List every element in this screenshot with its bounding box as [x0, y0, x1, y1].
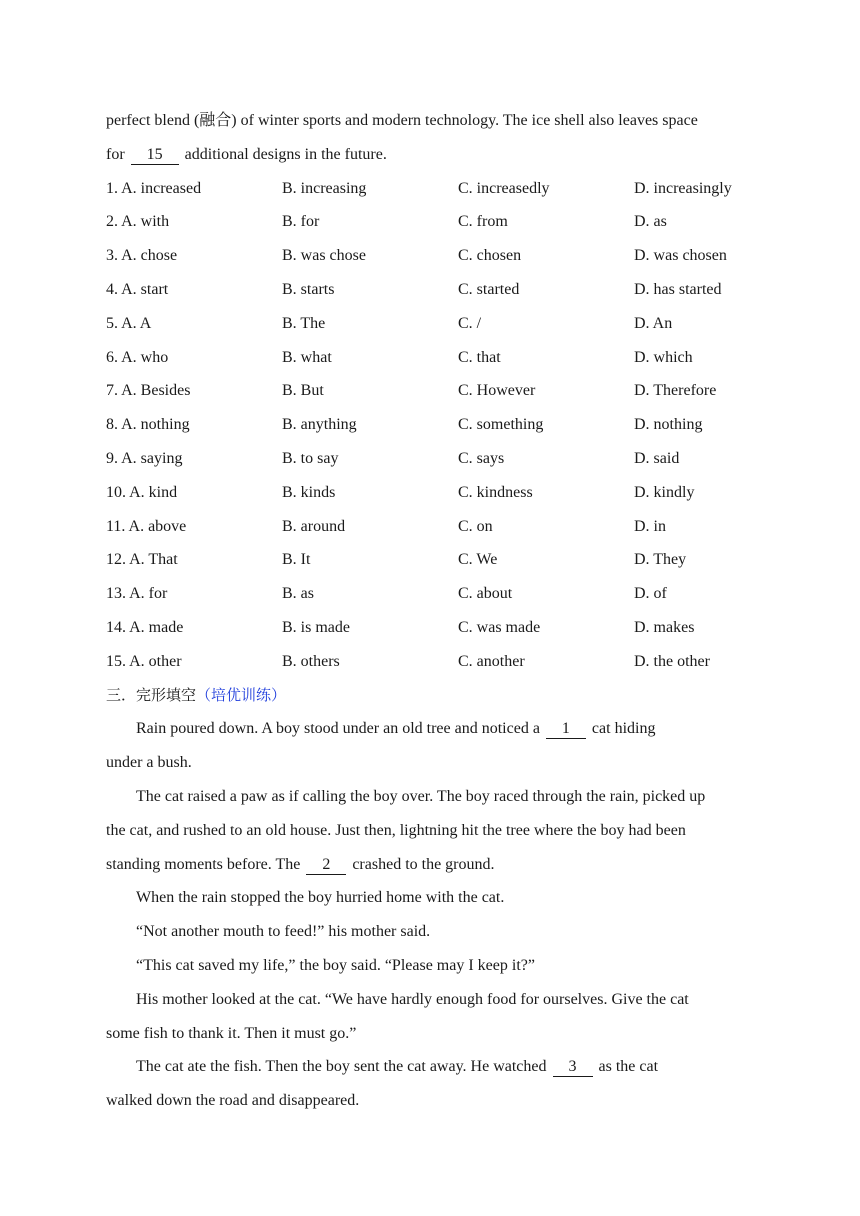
- option-b: B. as: [282, 585, 314, 603]
- question-row: [106, 374, 762, 408]
- passage-p7-post: as the cat: [594, 1058, 659, 1076]
- section-accent: （培优训练）: [196, 685, 287, 704]
- option-c: C. that: [458, 348, 501, 366]
- option-a: 10. A. kind: [106, 483, 178, 501]
- option-d: D. of: [634, 585, 667, 603]
- intro-line-2-pre: for: [106, 145, 129, 163]
- blank-2-number: 2: [322, 855, 331, 873]
- passage-p2-line1: The cat raised a paw as if calling the boy over. The boy raced through the rain, picked up: [136, 787, 706, 805]
- option-b: B. around: [282, 517, 346, 535]
- option-d: D. kindly: [634, 483, 695, 501]
- option-d: D. the other: [634, 652, 710, 670]
- document-content: [106, 104, 762, 1118]
- option-d: D. was chosen: [634, 247, 727, 265]
- option-a: 13. A. for: [106, 585, 168, 603]
- option-a: 7. A. Besides: [106, 382, 191, 400]
- passage-p2-line2: the cat, and rushed to an old house. Just then, lightning hit the tree where the boy had been: [106, 821, 686, 839]
- option-a: 12. A. That: [106, 551, 178, 569]
- option-c: C. kindness: [458, 483, 533, 501]
- question-row: [106, 172, 762, 206]
- blank-15: [131, 146, 179, 165]
- option-a: 4. A. start: [106, 280, 169, 298]
- option-c: C. was made: [458, 618, 541, 636]
- option-a: 5. A. A: [106, 314, 152, 332]
- intro-line-1: perfect blend (融合) of winter sports and modern technology. The ice shell also leaves space: [106, 112, 698, 129]
- option-d: D. increasingly: [634, 179, 732, 197]
- option-c: C. started: [458, 280, 520, 298]
- question-row: [106, 273, 762, 307]
- question-row: [106, 239, 762, 273]
- option-a: 14. A. made: [106, 618, 184, 636]
- passage-p5: “This cat saved my life,” the boy said. “Please may I keep it?”: [136, 956, 535, 974]
- question-row: [106, 307, 762, 341]
- option-c: C. increasedly: [458, 179, 550, 197]
- option-a: 8. A. nothing: [106, 416, 190, 434]
- option-d: D. Therefore: [634, 382, 717, 400]
- option-b: B. is made: [282, 618, 350, 636]
- blank-3: [553, 1058, 593, 1077]
- option-b: B. starts: [282, 280, 335, 298]
- option-a: 15. A. other: [106, 652, 182, 670]
- option-c: C. chosen: [458, 247, 522, 265]
- option-d: D. makes: [634, 618, 695, 636]
- option-b: B. But: [282, 382, 324, 400]
- section-title: 三．完形填空: [106, 685, 197, 704]
- question-row: [106, 205, 762, 239]
- passage-p1-line1: [106, 712, 762, 746]
- question-row: [106, 510, 762, 544]
- option-b: B. kinds: [282, 483, 336, 501]
- option-d: D. said: [634, 449, 680, 467]
- option-c: C. on: [458, 517, 493, 535]
- option-b: B. was chose: [282, 247, 366, 265]
- passage-p3: When the rain stopped the boy hurried home with the cat.: [136, 889, 505, 907]
- option-c: C. We: [458, 551, 498, 569]
- question-row: [106, 577, 762, 611]
- passage-p6-line2: some fish to thank it. Then it must go.”: [106, 1024, 357, 1042]
- option-d: D. which: [634, 348, 693, 366]
- blank-1-number: 1: [561, 720, 570, 738]
- passage-p2-post: crashed to the ground.: [348, 855, 495, 873]
- passage-p6-line1: His mother looked at the cat. “We have hardly enough food for ourselves. Give the cat: [136, 990, 689, 1008]
- question-row: [106, 341, 762, 375]
- passage-p7-line2: walked down the road and disappeared.: [106, 1092, 360, 1110]
- option-b: B. what: [282, 348, 332, 366]
- intro-line-2-post: additional designs in the future.: [180, 145, 387, 163]
- option-a: 9. A. saying: [106, 449, 183, 467]
- option-a: 3. A. chose: [106, 247, 178, 265]
- option-a: 2. A. with: [106, 213, 170, 231]
- passage-p7-line1: [106, 1050, 762, 1084]
- option-d: D. has started: [634, 280, 722, 298]
- option-c: C. from: [458, 213, 508, 231]
- passage-p2-pre: standing moments before. The: [106, 855, 305, 873]
- option-b: B. others: [282, 652, 340, 670]
- question-row: [106, 611, 762, 645]
- option-d: D. in: [634, 517, 666, 535]
- question-row: [106, 408, 762, 442]
- option-c: C. However: [458, 382, 536, 400]
- section-heading: [106, 679, 762, 713]
- option-a: 11. A. above: [106, 517, 187, 535]
- option-b: B. for: [282, 213, 320, 231]
- passage-p4: “Not another mouth to feed!” his mother said.: [136, 923, 431, 941]
- options-list: [106, 172, 762, 679]
- passage-p2-line3: [106, 848, 762, 882]
- option-b: B. increasing: [282, 179, 367, 197]
- blank-15-number: 15: [146, 145, 163, 163]
- option-c: C. /: [458, 314, 482, 332]
- option-d: D. They: [634, 551, 687, 569]
- passage-p1-post: cat hiding: [587, 720, 656, 738]
- option-a: 6. A. who: [106, 348, 169, 366]
- blank-3-number: 3: [568, 1058, 577, 1076]
- option-c: C. about: [458, 585, 513, 603]
- option-b: B. anything: [282, 416, 357, 434]
- question-row: [106, 543, 762, 577]
- intro-line-2: [106, 138, 762, 172]
- option-a: 1. A. increased: [106, 179, 202, 197]
- passage-p1-line2: under a bush.: [106, 754, 192, 772]
- option-d: D. nothing: [634, 416, 703, 434]
- option-c: C. something: [458, 416, 544, 434]
- option-c: C. another: [458, 652, 525, 670]
- option-b: B. The: [282, 314, 326, 332]
- question-row: [106, 645, 762, 679]
- option-b: B. It: [282, 551, 311, 569]
- blank-1: [546, 720, 586, 739]
- passage-p1-pre: Rain poured down. A boy stood under an old tree and noticed a: [136, 720, 544, 738]
- option-b: B. to say: [282, 449, 339, 467]
- option-d: D. An: [634, 314, 673, 332]
- question-row: [106, 476, 762, 510]
- option-d: D. as: [634, 213, 667, 231]
- option-c: C. says: [458, 449, 505, 467]
- passage-p7-pre: The cat ate the fish. Then the boy sent the cat away. He watched: [136, 1058, 551, 1076]
- question-row: [106, 442, 762, 476]
- blank-2: [306, 856, 346, 875]
